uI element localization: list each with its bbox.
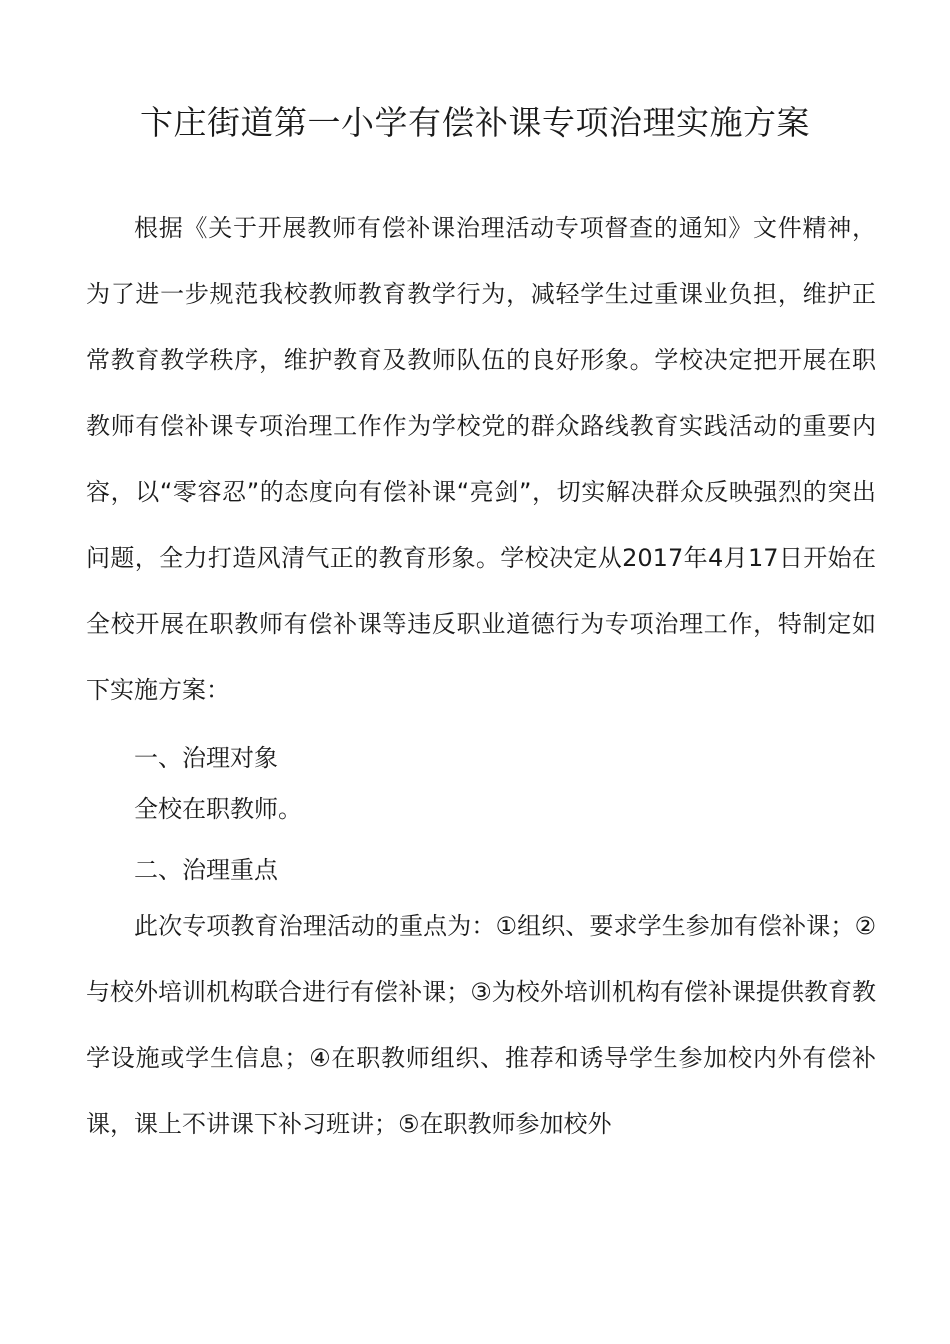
intro-paragraph: 根据《关于开展教师有偿补课治理活动专项督查的通知》文件精神，为了进一步规范我校教师教育教学行为，减轻学生过重课业负担，维护正常教育教学秩序，维护教育及教师队伍的良好形象。学校决定把开展在职教师有偿补课专项治理工作作为学校党的群众路线教育实践活动的重要内容，以“零容忍”的态度向有偿补课“亮剑”，切实解决群众反映强烈的突出问题，全力打造风清气正的教育形象。学校决定从2017年4月17日开始在全校开展在职教师有偿补课等违反职业道德行为专项治理工作，特制定如下实施方案： (86, 214, 876, 704)
section-heading-focus: 二、治理重点 (134, 856, 278, 884)
document-title: 卞庄街道第一小学有偿补课专项治理实施方案 (140, 103, 810, 142)
section-content-target: 全校在职教师。 (134, 795, 302, 823)
section-content-focus: 此次专项教育治理活动的重点为：①组织、要求学生参加有偿补课；②与校外培训机构联合进行有偿补课；③为校外培训机构有偿补课提供教育教学设施或学生信息；④在职教师组织、推荐和诱导学生参加校内外有偿补课，课上不讲课下补习班讲；⑤在职教师参加校外 (86, 912, 876, 1138)
section-heading-target: 一、治理对象 (134, 744, 278, 772)
